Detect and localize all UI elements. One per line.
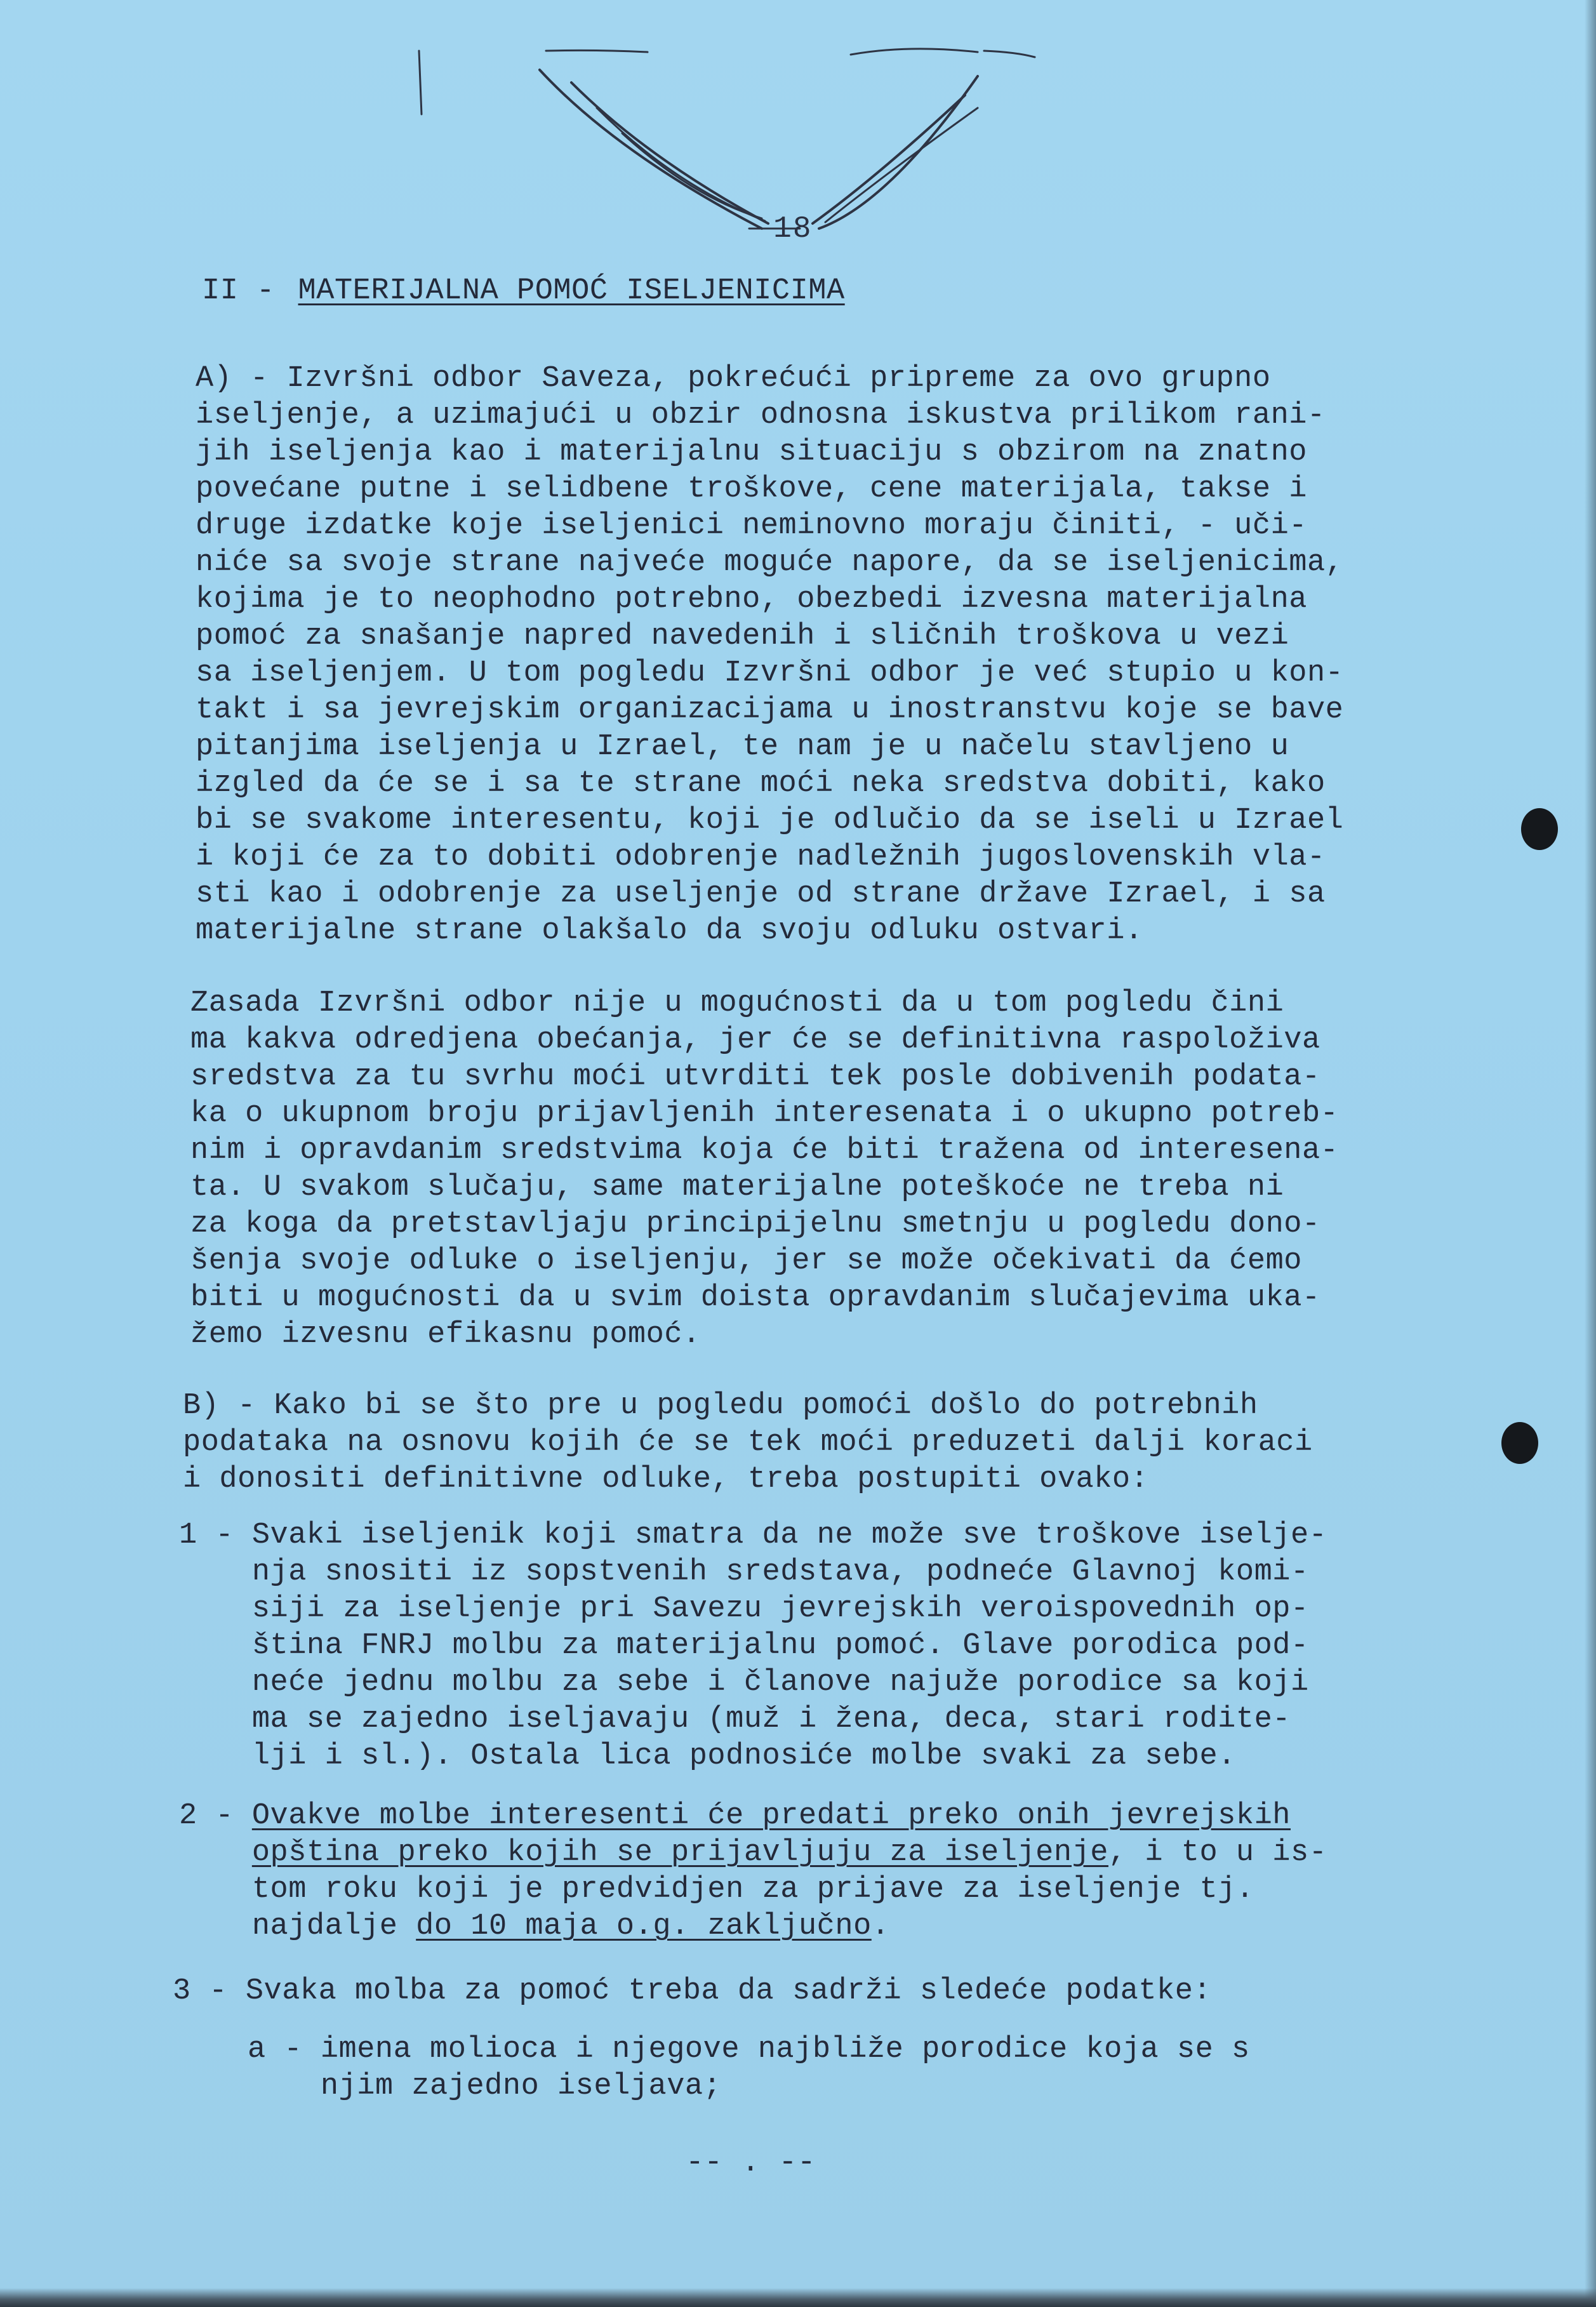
text-line: niće sa svoje strane najveće moguće napore, da se iseljenicima, — [196, 546, 1344, 580]
text-line: ština FNRJ molbu za materijalnu pomoć. Glave porodica pod- — [179, 1629, 1309, 1663]
text-line: jih iseljenja kao i materijalnu situaciju s obzirom na znatno — [196, 435, 1307, 469]
decorative-flourish — [406, 38, 1041, 248]
list-item-2 — [179, 1798, 1327, 1945]
page-number: 18 — [773, 212, 813, 246]
text-segment: najdalje — [179, 1910, 416, 1943]
text-line: ka o ukupnom broju prijavljenih interesenata i o ukupno potreb- — [190, 1097, 1339, 1131]
page-edge-shadow — [1585, 0, 1596, 2307]
text-line: izgled da će se i sa te strane moći neka sredstva dobiti, kako — [196, 767, 1326, 801]
text-line: pitanjima iseljenja u Izrael, te nam je u načelu stavljeno u — [196, 730, 1289, 764]
deadline-text: do 10 maja o.g. zaključno — [416, 1910, 872, 1943]
underlined-text: Ovakve molbe interesenti će predati preko onih jevrejskih — [251, 1799, 1291, 1833]
text-line: biti u mogućnosti da u svim doista opravdanim slučajevima uka- — [190, 1281, 1320, 1315]
text-segment: , i to u is- — [1108, 1836, 1327, 1870]
text-line: šenja svoje odluke o iseljenju, jer se može očekivati da ćemo — [190, 1244, 1302, 1278]
section-a-paragraph — [196, 361, 1343, 950]
text-line: ma kakva odredjena obećanja, jer će se definitivna raspoloživa — [190, 1023, 1320, 1057]
underlined-text: opština preko kojih se prijavljuju za iseljenje — [251, 1836, 1108, 1870]
text-line: sa iseljenjem. U tom pogledu Izvršni odbor je već stupio u kon- — [196, 656, 1344, 690]
text-line: A) - Izvršni odbor Saveza, pokrećući pripreme za ovo grupno — [196, 362, 1271, 396]
section-heading — [202, 273, 845, 310]
text-segment: . — [871, 1910, 890, 1943]
text-line: njim zajedno iseljava; — [248, 2070, 722, 2103]
text-line: kojima je to neophodno potrebno, obezbedi izvesna materijalna — [196, 583, 1307, 616]
section-b-paragraph — [183, 1388, 1313, 1498]
heading-title: MATERIJALNA POMOĆ ISELJENICIMA — [298, 274, 845, 308]
text-line: neće jednu molbu za sebe i članove najuže porodice sa koji — [179, 1666, 1309, 1699]
page-edge-shadow — [0, 2288, 1596, 2307]
text-line: i donositi definitivne odluke, treba postupiti ovako: — [183, 1463, 1149, 1496]
text-line: za koga da pretstavljaju principijelnu smetnju u pogledu dono- — [190, 1207, 1320, 1241]
item-number: 2 - — [179, 1799, 252, 1833]
sub-item-a — [248, 2031, 1250, 2105]
heading-roman-numeral: II - — [202, 274, 275, 308]
text-line: pomoć za snašanje napred navedenih i sličnih troškova u vezi — [196, 620, 1289, 653]
text-line: materijalne strane olakšalo da svoju odluku ostvari. — [196, 914, 1143, 948]
text-line: B) - Kako bi se što pre u pogledu pomoći došlo do potrebnih — [183, 1389, 1258, 1423]
text-line: nim i opravdanim sredstvima koja će biti tražena od interesena- — [190, 1134, 1339, 1167]
text-line: takt i sa jevrejskim organizacijama u inostranstvu koje se bave — [196, 693, 1344, 727]
text-line: podataka na osnovu kojih će se tek moći preduzeti dalji koraci — [183, 1426, 1313, 1459]
punch-hole — [1521, 808, 1558, 850]
text-line: 1 - Svaki iseljenik koji smatra da ne može sve troškove iselje- — [179, 1519, 1327, 1552]
text-line: sredstva za tu svrhu moći utvrditi tek posle dobivenih podata- — [190, 1060, 1320, 1094]
text-line: siji za iseljenje pri Savezu jevrejskih veroispovednih op- — [179, 1592, 1309, 1626]
punch-hole — [1501, 1422, 1538, 1464]
text-line: lji i sl.). Ostala lica podnosiće molbe svaki za sebe. — [179, 1739, 1236, 1773]
list-item-1 — [179, 1517, 1327, 1775]
text-line — [179, 1798, 1327, 1835]
text-line: i koji će za to dobiti odobrenje nadležnih jugoslovenskih vla- — [196, 841, 1326, 874]
page-footer-mark: -- . -- — [686, 2146, 816, 2180]
list-item-3: 3 - Svaka molba za pomoć treba da sadrži sledeće podatke: — [173, 1974, 1212, 2008]
text-line — [179, 1908, 1327, 1945]
text-line: nja snositi iz sopstvenih sredstava, podneće Glavnoj komi- — [179, 1555, 1309, 1589]
text-line: a - imena molioca i njegove najbliže porodice koja se s — [248, 2033, 1250, 2066]
text-line: Zasada Izvršni odbor nije u mogućnosti da u tom pogledu čini — [190, 987, 1284, 1020]
text-line: žemo izvesnu efikasnu pomoć. — [190, 1318, 701, 1352]
text-line: ma se zajedno iseljavaju (muž i žena, deca, stari rodite- — [179, 1703, 1291, 1736]
text-line: ta. U svakom slučaju, same materijalne poteškoće ne treba ni — [190, 1171, 1284, 1204]
text-line: povećane putne i selidbene troškove, cene materijala, takse i — [196, 472, 1307, 506]
text-line: sti kao i odobrenje za useljenje od strane države Izrael, i sa — [196, 877, 1326, 911]
text-line: druge izdatke koje iseljenici neminovno moraju činiti, - uči- — [196, 509, 1307, 543]
text-line: tom roku koji je predvidjen za prijave za iseljenje tj. — [179, 1873, 1254, 1906]
text-line — [179, 1835, 1327, 1872]
text-line: bi se svakome interesentu, koji je odlučio da se iseli u Izrael — [196, 804, 1344, 837]
indent — [179, 1836, 252, 1870]
section-zasada-paragraph — [190, 985, 1338, 1353]
text-line: iseljenje, a uzimajući u obzir odnosna iskustva prilikom rani- — [196, 399, 1326, 432]
